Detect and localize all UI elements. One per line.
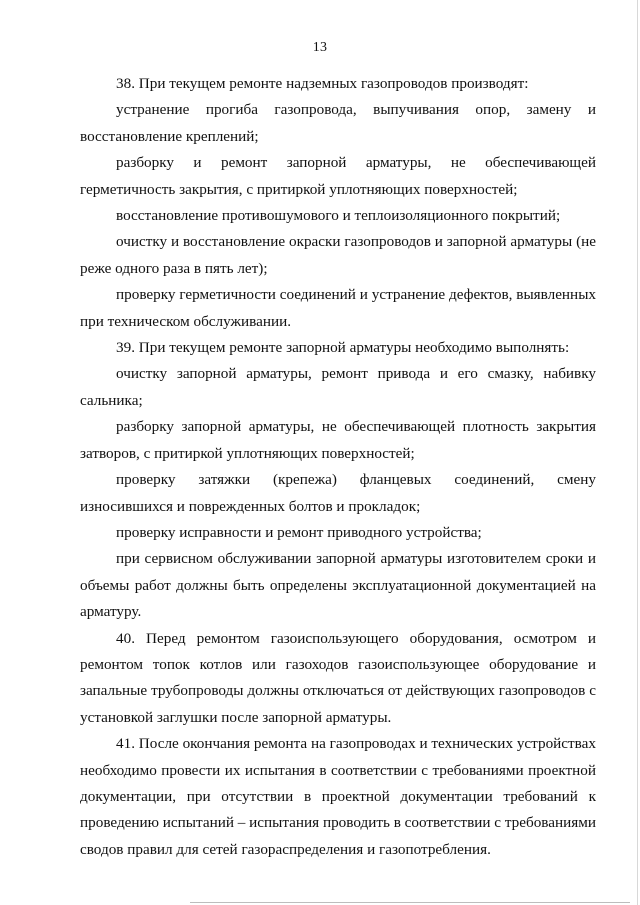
paragraph-39-item-4: проверку исправности и ремонт приводного устройства; (116, 523, 482, 541)
paragraph-39-heading: 39. При текущем ремонте запорной арматуры необходимо выполнять: (116, 339, 570, 357)
paragraph-41: 41. После окончания ремонта на газопроводах и технических устройствах необходимо провести их испытания в соответствии с требованиями проектной документации, при отсутствии в проектной документации требований к проведению испытаний – испытания проводить в соответствии с требованиями сводов правил для сетей газораспределения и газопотребления. (80, 735, 596, 858)
scan-edge-line (637, 0, 638, 905)
paragraph-38-item-4: очистку и восстановление окраски газопроводов и запорной арматуры (не реже одного раза в пять лет); (80, 233, 596, 277)
paragraph-40: 40. Перед ремонтом газоиспользующего оборудования, осмотром и ремонтом топок котлов или газоходов газоиспользующее оборудование и запальные трубопроводы должны отключаться от действующих газопроводов с установкой заглушки после запорной арматуры. (80, 629, 596, 726)
paragraph-39-item-1: очистку запорной арматуры, ремонт привода и его смазку, набивку сальника; (80, 365, 596, 409)
paragraph-39-item-2: разборку запорной арматуры, не обеспечивающей плотность закрытия затворов, с притиркой уплотняющих поверхностей; (80, 418, 596, 462)
page-number: 13 (312, 40, 328, 55)
document-body (80, 71, 596, 863)
scan-bottom-line (190, 902, 630, 903)
paragraph-38-item-1: устранение прогиба газопровода, выпучивания опор, замену и восстановление креплений; (80, 101, 596, 145)
paragraph-38-item-2: разборку и ремонт запорной арматуры, не обеспечивающей герметичность закрытия, с притиркой уплотняющих поверхностей; (80, 154, 596, 198)
paragraph-39-item-5: при сервисном обслуживании запорной арматуры изготовителем сроки и объемы работ должны быть определены эксплуатационной документацией на арматуру. (80, 550, 596, 621)
paragraph-38-item-5: проверку герметичности соединений и устранение дефектов, выявленных при техническом обслуживании. (80, 286, 596, 330)
paragraph-38-item-3: восстановление противошумового и теплоизоляционного покрытий; (116, 207, 561, 225)
paragraph-39-item-3: проверку затяжки (крепежа) фланцевых соединений, смену износившихся и поврежденных болтов и прокладок; (80, 471, 596, 515)
paragraph-38-heading: 38. При текущем ремонте надземных газопроводов производят: (116, 75, 529, 92)
